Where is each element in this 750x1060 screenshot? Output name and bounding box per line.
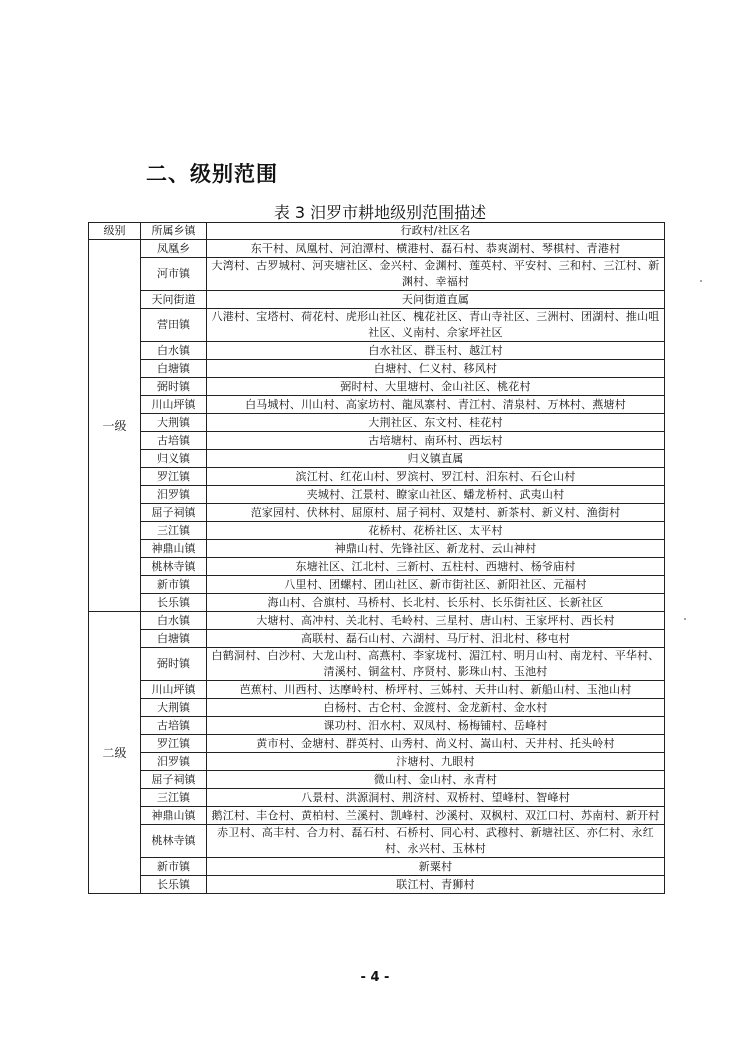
table-row [89, 342, 665, 360]
table-row [89, 825, 665, 858]
table-row [89, 558, 665, 576]
table-row [89, 309, 665, 342]
table-row [89, 807, 665, 825]
town-cell: 长乐镇 [141, 594, 207, 612]
villages-cell: 八港村、宝塔村、荷花村、虎形山社区、槐花社区、青山寺社区、三洲村、团湖村、推山咀社区、义南村、佘家坪社区 [207, 309, 665, 342]
scan-speck [700, 280, 702, 282]
town-cell: 天问街道 [141, 291, 207, 309]
villages-cell: 高联村、磊石山村、六湖村、马厅村、汨北村、移屯村 [207, 630, 665, 648]
town-cell: 三江镇 [141, 522, 207, 540]
town-cell: 神鼎山镇 [141, 540, 207, 558]
table-row [89, 360, 665, 378]
villages-cell: 微山村、金山村、永青村 [207, 771, 665, 789]
town-cell: 河市镇 [141, 258, 207, 291]
table-row [89, 450, 665, 468]
table-row [89, 396, 665, 414]
town-cell: 屈子祠镇 [141, 771, 207, 789]
town-cell: 罗江镇 [141, 735, 207, 753]
scan-speck [684, 618, 686, 620]
table-header-row [89, 223, 665, 240]
villages-cell: 白塘村、仁义村、移风村 [207, 360, 665, 378]
town-cell: 古培镇 [141, 717, 207, 735]
villages-cell: 滨江村、红花山村、罗滨村、罗江村、汨东村、石仑山村 [207, 468, 665, 486]
villages-cell: 大荆社区、东文村、桂花村 [207, 414, 665, 432]
table-row [89, 876, 665, 894]
town-cell: 汨罗镇 [141, 753, 207, 771]
table-row [89, 486, 665, 504]
header-villages: 行政村/社区名 [207, 223, 665, 240]
table-row [89, 291, 665, 309]
level-cell: 二级 [89, 612, 141, 894]
table-row [89, 576, 665, 594]
table-row [89, 468, 665, 486]
table-row [89, 717, 665, 735]
villages-cell: 归义镇直属 [207, 450, 665, 468]
villages-cell: 范家园村、伏林村、屈原村、屈子祠村、双楚村、新茶村、新义村、渔街村 [207, 504, 665, 522]
town-cell: 弼时镇 [141, 648, 207, 681]
town-cell: 新市镇 [141, 576, 207, 594]
villages-cell: 课功村、汨水村、双凤村、杨梅铺村、岳峰村 [207, 717, 665, 735]
table-row [89, 594, 665, 612]
town-cell: 汨罗镇 [141, 486, 207, 504]
town-cell: 营田镇 [141, 309, 207, 342]
town-cell: 桃林寺镇 [141, 558, 207, 576]
town-cell: 白塘镇 [141, 360, 207, 378]
villages-cell: 花桥村、花桥社区、太平村 [207, 522, 665, 540]
table-row [89, 414, 665, 432]
villages-cell: 夹城村、江景村、瞭家山社区、蟠龙桥村、武夷山村 [207, 486, 665, 504]
table-row [89, 858, 665, 876]
table-row [89, 432, 665, 450]
land-grade-table [88, 222, 665, 894]
table-row [89, 789, 665, 807]
table-row [89, 612, 665, 630]
villages-cell: 新粟村 [207, 858, 665, 876]
town-cell: 白塘镇 [141, 630, 207, 648]
town-cell: 新市镇 [141, 858, 207, 876]
table-row [89, 753, 665, 771]
town-cell: 凤凰乡 [141, 240, 207, 258]
villages-cell: 东干村、凤凰村、河泊潭村、横港村、磊石村、恭爽湖村、琴棋村、青港村 [207, 240, 665, 258]
level-cell: 一级 [89, 240, 141, 612]
villages-cell: 古培塘村、南环村、西坛村 [207, 432, 665, 450]
table-row [89, 681, 665, 699]
villages-cell: 天问街道直属 [207, 291, 665, 309]
villages-cell: 白马城村、川山村、高家坊村、龍凤寨村、青江村、清泉村、万林村、燕塘村 [207, 396, 665, 414]
villages-cell: 白杨村、古仑村、金渡村、金龙新村、金水村 [207, 699, 665, 717]
town-cell: 白水镇 [141, 342, 207, 360]
town-cell: 屈子祠镇 [141, 504, 207, 522]
town-cell: 长乐镇 [141, 876, 207, 894]
villages-cell: 联江村、青狮村 [207, 876, 665, 894]
table-caption: 表 3 汨罗市耕地级别范围描述 [273, 203, 487, 222]
villages-cell: 赤卫村、高丰村、合力村、磊石村、石桥村、同心村、武穆村、新塘社区、亦仁村、永红村、永兴村、玉林村 [207, 825, 665, 858]
villages-cell: 大塘村、高冲村、关北村、毛岭村、三星村、唐山村、王家坪村、西长村 [207, 612, 665, 630]
header-town: 所属乡镇 [141, 223, 207, 240]
villages-cell: 神鼎山村、先锋社区、新龙村、云山神村 [207, 540, 665, 558]
town-cell: 罗江镇 [141, 468, 207, 486]
villages-cell: 白鹤洞村、白沙村、大龙山村、高燕村、李家垅村、湄江村、明月山村、南龙村、平华村、清溪村、铜盆村、序贤村、影珠山村、玉池村 [207, 648, 665, 681]
table-body [89, 240, 665, 894]
town-cell: 三江镇 [141, 789, 207, 807]
table-row [89, 540, 665, 558]
town-cell: 弼时镇 [141, 378, 207, 396]
table-row [89, 630, 665, 648]
table-row [89, 735, 665, 753]
table-row [89, 699, 665, 717]
table-row [89, 378, 665, 396]
villages-cell: 芭蕉村、川西村、达摩岭村、桥坪村、三姊村、天井山村、新船山村、玉池山村 [207, 681, 665, 699]
header-level: 级别 [89, 223, 141, 240]
table-row [89, 258, 665, 291]
town-cell: 大荆镇 [141, 414, 207, 432]
table-row [89, 648, 665, 681]
section-title: 二、级别范围 [146, 162, 278, 186]
town-cell: 归义镇 [141, 450, 207, 468]
villages-cell: 海山村、合旗村、马桥村、长北村、长乐村、长乐街社区、长新社区 [207, 594, 665, 612]
town-cell: 古培镇 [141, 432, 207, 450]
villages-cell: 八里村、团螺村、团山社区、新市街社区、新阳社区、元福村 [207, 576, 665, 594]
table-row [89, 240, 665, 258]
table-row [89, 504, 665, 522]
town-cell: 大荆镇 [141, 699, 207, 717]
villages-cell: 八景村、洪源洞村、荆济村、双桥村、望峰村、智峰村 [207, 789, 665, 807]
town-cell: 川山坪镇 [141, 681, 207, 699]
villages-cell: 白水社区、群玉村、越江村 [207, 342, 665, 360]
villages-cell: 弼时村、大里塘村、金山社区、桃花村 [207, 378, 665, 396]
town-cell: 桃林寺镇 [141, 825, 207, 858]
town-cell: 川山坪镇 [141, 396, 207, 414]
villages-cell: 东塘社区、江北村、三新村、五柱村、西塘村、杨爷庙村 [207, 558, 665, 576]
page-number: - 4 - [360, 970, 390, 985]
villages-cell: 汴塘村、九眼村 [207, 753, 665, 771]
table-row [89, 522, 665, 540]
villages-cell: 黄市村、金塘村、群英村、山秀村、尚义村、嵩山村、天井村、托头岭村 [207, 735, 665, 753]
villages-cell: 大湾村、古罗城村、河夹塘社区、金兴村、金渊村、莲英村、平安村、三和村、三江村、新渊村、幸福村 [207, 258, 665, 291]
town-cell: 白水镇 [141, 612, 207, 630]
table-row [89, 771, 665, 789]
villages-cell: 鹅江村、丰仓村、黄柏村、兰溪村、凯峰村、沙溪村、双枫村、双江口村、苏南村、新开村 [207, 807, 665, 825]
town-cell: 神鼎山镇 [141, 807, 207, 825]
